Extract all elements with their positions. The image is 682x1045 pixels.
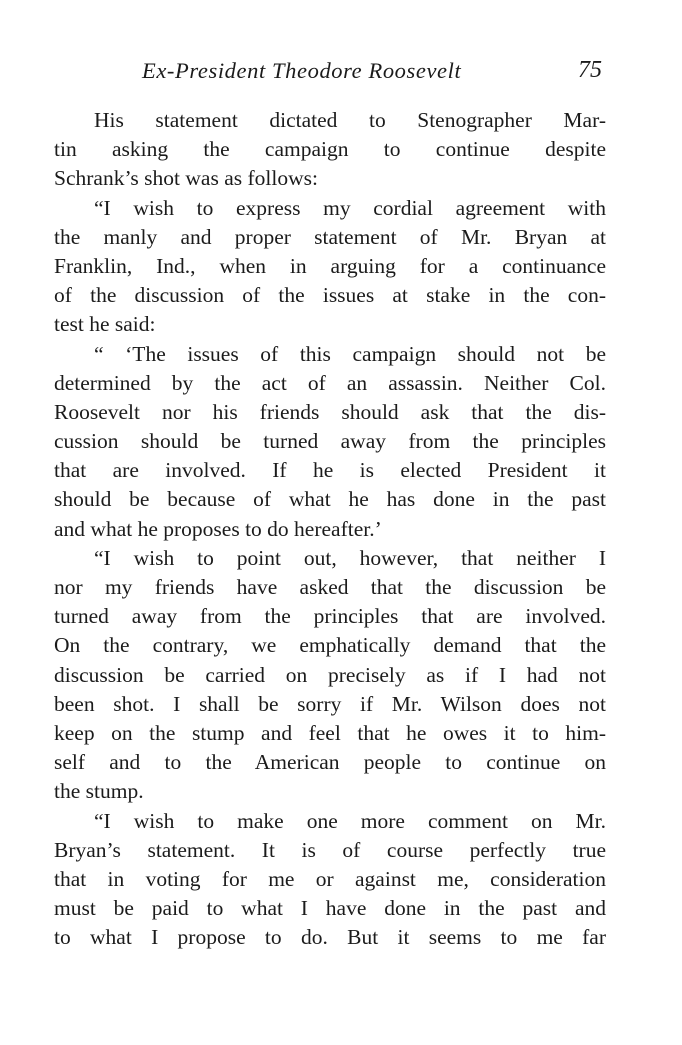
text-line: the stump.: [54, 779, 144, 804]
text-line: determined by the act of an assassin. Neither Col.: [54, 370, 606, 395]
text-line: His statement dictated to Stenographer Mar-: [94, 108, 606, 132]
text-line: “I wish to express my cordial agreement with: [94, 195, 606, 220]
text-line: that in voting for me or against me, consideration: [54, 866, 606, 891]
text-line: On the contrary, we emphatically demand that the: [54, 633, 606, 658]
text-line: must be paid to what I have done in the past and: [54, 896, 606, 921]
text-line: keep on the stump and feel that he owes it to him-: [54, 720, 606, 745]
text-line: been shot. I shall be sorry if Mr. Wilson does not: [54, 691, 606, 716]
text-line: Roosevelt nor his friends should ask that the dis-: [54, 399, 606, 424]
text-line: nor my friends have asked that the discussion be: [54, 575, 606, 599]
text-line: to what I propose to do. But it seems to me far: [54, 925, 606, 950]
text-line: turned away from the principles that are involved.: [54, 604, 606, 629]
text-line: that are involved. If he is elected President it: [54, 458, 606, 483]
text-line: self and to the American people to continue on: [54, 750, 606, 775]
text-line: “I wish to point out, however, that neither I: [94, 545, 606, 570]
text-line: the manly and proper statement of Mr. Bryan at: [54, 224, 606, 249]
text-line: Bryan’s statement. It is of course perfectly true: [54, 837, 606, 862]
text-line: Franklin, Ind., when in arguing for a continuance: [54, 253, 606, 278]
text-line: discussion be carried on precisely as if I had not: [54, 662, 606, 687]
text-line: cussion should be turned away from the principles: [54, 429, 606, 454]
running-title: Ex-President Theodore Roosevelt: [142, 58, 462, 83]
text-line: and what he proposes to do hereafter.’: [54, 516, 382, 541]
text-line: of the discussion of the issues at stake in the con-: [54, 283, 606, 308]
text-line: test he said:: [54, 312, 156, 337]
text-line: Schrank’s shot was as follows:: [54, 166, 318, 191]
page-header: [0, 58, 682, 92]
text-line: should be because of what he has done in the past: [54, 487, 606, 512]
text-line: “ ‘The issues of this campaign should not be: [94, 341, 606, 366]
body-text: [54, 106, 606, 952]
text-line: “I wish to make one more comment on Mr.: [94, 808, 606, 833]
text-line: tin asking the campaign to continue despite: [54, 137, 606, 162]
page-number: 75: [578, 57, 602, 83]
